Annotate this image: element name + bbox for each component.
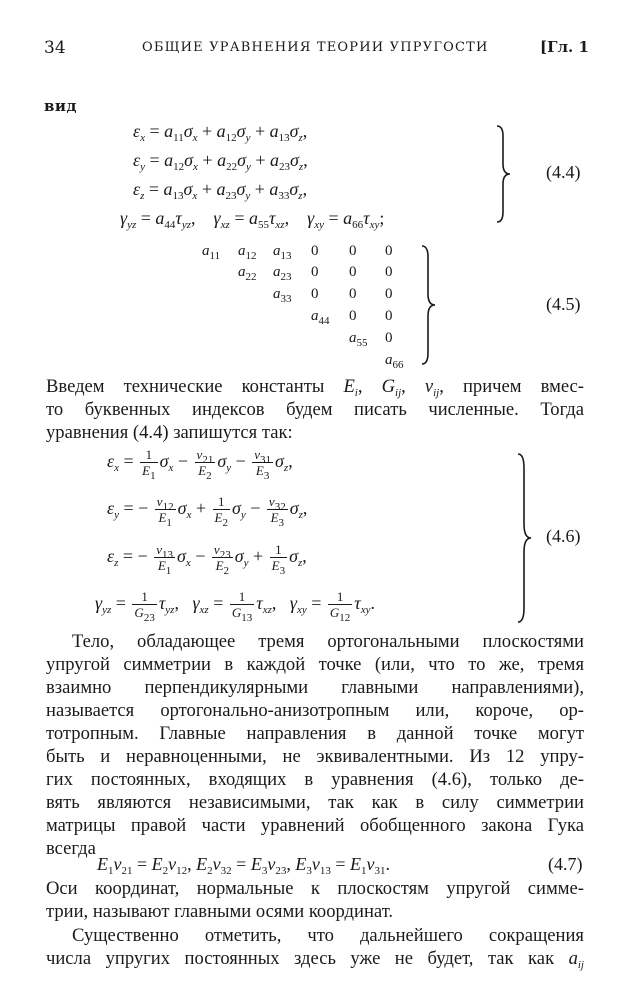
matrix-cell: 0 bbox=[385, 308, 393, 324]
equation-line: $\varepsilon_z$ = − $\frac{\nu_{13}}{E_1}$ $\sigma_x$ − $\frac{\nu_{23}}{E_2}$ $\sigma_y$ + $\frac{1}{E_3}$ $\sigma_z$, bbox=[107, 542, 307, 577]
running-title: ОБЩИЕ УРАВНЕНИЯ ТЕОРИИ УПРУГОСТИ bbox=[142, 40, 489, 55]
paragraph bbox=[46, 924, 584, 970]
equation-line: $\gamma_{yz} = a_{44}\tau_{yz}$, $\gamma_{xz} = a_{55}\tau_{xz}$, $\gamma_{xy} = a_{66}\tau_{xy}$; bbox=[120, 208, 385, 231]
matrix-cell: $a_{66}$ bbox=[385, 352, 404, 371]
matrix-cell: 0 bbox=[349, 264, 357, 280]
text-line: матрицы правой части уравнений обобщенного закона Гука bbox=[46, 815, 584, 836]
matrix-cell: 0 bbox=[385, 330, 393, 346]
matrix-cell: $a_{13}$ bbox=[273, 243, 292, 262]
right-brace-icon bbox=[418, 244, 438, 366]
text-line: Тело, обладающее тремя ортогональными плоскостями bbox=[72, 631, 584, 652]
right-brace-icon bbox=[493, 124, 513, 224]
equation-line: $\varepsilon_x$ = $\frac{1}{E_1}$ $\sigma_x$ − $\frac{\nu_{21}}{E_2}$ $\sigma_y$ − $\frac{\nu_{31}}{E_3}$ $\sigma_z$, bbox=[107, 447, 293, 482]
text-line: то буквенных индексов будем писать численные. Тогда bbox=[46, 399, 584, 420]
text-line: называется ортогонально-анизотропным или, короче, ор- bbox=[46, 700, 584, 721]
matrix-cell: $a_{22}$ bbox=[238, 264, 257, 283]
matrix-cell: 0 bbox=[385, 286, 393, 302]
paragraph bbox=[46, 877, 584, 923]
matrix-cell: $a_{33}$ bbox=[273, 286, 292, 305]
text-line: уравнения (4.4) запишутся так: bbox=[46, 422, 293, 443]
text-line: вять являются независимыми, так как в силу симметрии bbox=[46, 792, 584, 813]
matrix-cell: $a_{55}$ bbox=[349, 330, 368, 349]
matrix-cell: 0 bbox=[349, 308, 357, 324]
equation-line: $\varepsilon_z = a_{13}\sigma_x + a_{23}\sigma_y + a_{33}\sigma_z$, bbox=[133, 179, 308, 202]
equation-line: $\varepsilon_y = a_{12}\sigma_x + a_{22}\sigma_y + a_{23}\sigma_z$, bbox=[133, 150, 308, 173]
text-line: тотропным. Главные направления в данной точке могут bbox=[46, 723, 584, 744]
intro-word: вид bbox=[44, 97, 78, 115]
matrix-cell: 0 bbox=[311, 243, 319, 259]
matrix-cell: 0 bbox=[349, 286, 357, 302]
equation-line: $E_1\nu_{21} = E_2\nu_{12}$, $E_2\nu_{32} = E_3\nu_{23}$, $E_3\nu_{13} = E_1\nu_{31}$. bbox=[97, 854, 390, 877]
text-line: числа упругих постоянных здесь уже не будет, так как $a_{ij}$ bbox=[46, 948, 584, 971]
text-line: трии, называют главными осями координат. bbox=[46, 901, 394, 922]
text-line: упругой симметрии в каждой точке (или, что то же, тремя bbox=[46, 654, 584, 675]
matrix-cell: $a_{44}$ bbox=[311, 308, 330, 327]
equation-number: (4.7) bbox=[548, 854, 583, 874]
matrix-cell: 0 bbox=[385, 243, 393, 259]
equation-line: $\varepsilon_x = a_{11}\sigma_x + a_{12}\sigma_y + a_{13}\sigma_z$, bbox=[133, 121, 308, 144]
matrix-cell: $a_{11}$ bbox=[202, 243, 221, 262]
text-line: быть и неравноценными, не эквивалентными. Из 12 упру- bbox=[46, 746, 584, 767]
paragraph bbox=[46, 630, 584, 860]
matrix-cell: 0 bbox=[311, 286, 319, 302]
text-line: гих постоянных, входящих в уравнения (4.6), только де- bbox=[46, 769, 584, 790]
equation-line: $\varepsilon_y$ = − $\frac{\nu_{12}}{E_1}$ $\sigma_x$ + $\frac{1}{E_2}$ $\sigma_y$ − $\frac{\nu_{32}}{E_3}$ $\sigma_z$, bbox=[107, 494, 308, 529]
matrix-cell: 0 bbox=[311, 264, 319, 280]
matrix-cell: $a_{23}$ bbox=[273, 264, 292, 283]
text-line: взаимно перпендикулярными главными направлениями), bbox=[46, 677, 584, 698]
text-line: Введем технические константы $E_i$, $G_{ij}$, $\nu_{ij}$, причем вмес- bbox=[46, 376, 584, 399]
chapter-marker: [Гл. 1 bbox=[540, 38, 589, 56]
matrix-cell: 0 bbox=[385, 264, 393, 280]
text-line: Оси координат, нормальные к плоскостям упругой симме- bbox=[46, 878, 584, 899]
equation-number: (4.6) bbox=[546, 526, 581, 546]
equation-line: $\gamma_{yz}$ = $\frac{1}{G_{23}}$ $\tau_{yz}$, $\gamma_{xz}$ = $\frac{1}{G_{13}}$ $\tau_{xz}$, $\gamma_{xy}$ = $\frac{1}{G_{12}}$ $\tau_{xy}$. bbox=[95, 589, 375, 624]
page-number: 34 bbox=[44, 38, 66, 58]
paragraph bbox=[46, 375, 584, 444]
equation-number: (4.5) bbox=[546, 294, 581, 314]
right-brace-icon bbox=[514, 452, 534, 624]
matrix-cell: 0 bbox=[349, 243, 357, 259]
text-line: всегда bbox=[46, 838, 96, 859]
equation-number: (4.4) bbox=[546, 162, 581, 182]
matrix-cell: $a_{12}$ bbox=[238, 243, 257, 262]
text-line: Существенно отметить, что дальнейшего сокращения bbox=[72, 925, 584, 946]
